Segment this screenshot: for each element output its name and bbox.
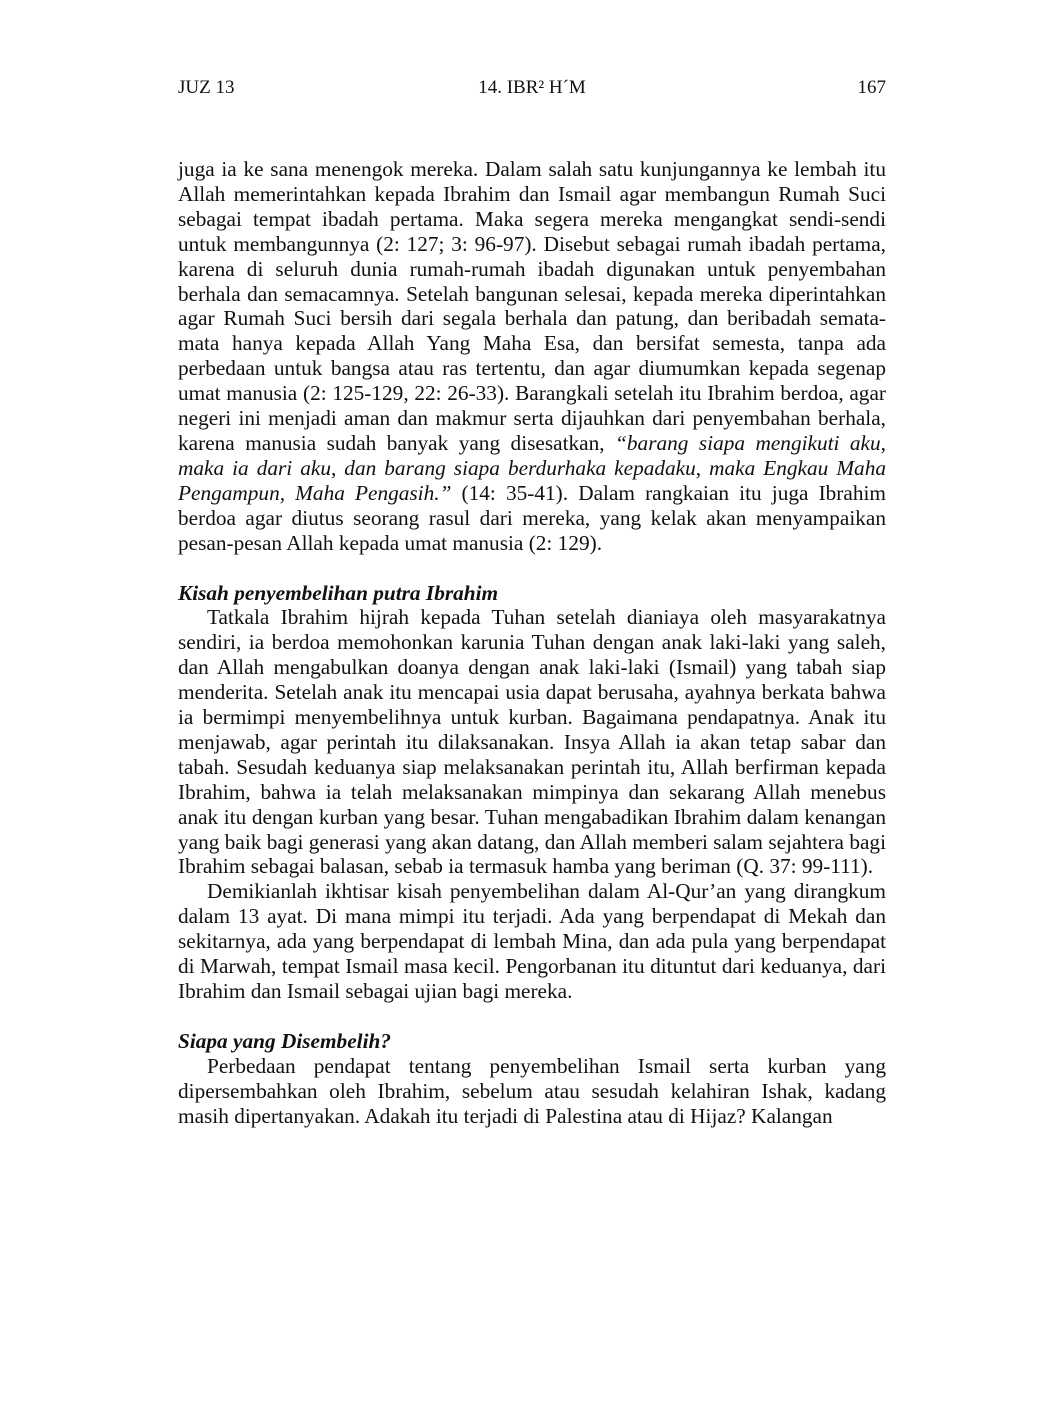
section-heading-siapa: Siapa yang Disembelih? bbox=[178, 1028, 391, 1053]
paragraph: Perbedaan pendapat tentang penyembelihan Ismail serta kurban yang dipersembahkan oleh Ibrahim, sebelum atau sesudah kelahiran Ishak, kadang masih dipertanyakan. Adakah itu terjadi di Palestina atau di Hijaz? Kalangan bbox=[178, 1053, 886, 1128]
paragraph-text-a: juga ia ke sana menengok mereka. Dalam salah satu kunjungannya ke lembah itu Allah memerintahkan kepada Ibrahim dan Ismail agar membangun Rumah Suci sebagai tempat ibadah pertama. Maka segera mereka mengangkat sendi-sendi untuk membangunnya (2: 127; 3: 96-97). Disebut sebagai rumah ibadah pertama, karena di seluruh dunia rumah-rumah ibadah digunakan untuk penyembahan berhala dan semacamnya. Setelah bangunan selesai, kepada mereka diperintahkan agar Rumah Suci bersih dari segala berhala dan patung, dan beribadah semata-mata hanya kepada Allah Yang Maha Esa, dan bersifat semesta, tanpa ada perbedaan untuk bangsa atau ras tertentu, dan agar diumumkan kepada segenap umat manusia (2: 125-129, 22: 26-33). Barangkali setelah itu Ibrahim berdoa, agar negeri ini menjadi aman dan makmur serta dijauhkan dari penyembahan berhala, karena manusia sudah banyak yang disesatkan, bbox=[178, 157, 886, 455]
header-chapter-title: 14. IBR² H´M bbox=[478, 77, 586, 98]
paragraph: Tatkala Ibrahim hijrah kepada Tuhan setelah dianiaya oleh masyarakatnya sendiri, ia berdoa memohonkan karunia Tuhan dengan anak laki-laki yang saleh, dan Allah mengabulkan doanya dengan anak laki-laki (Ismail) yang tabah siap menderita. Setelah anak itu mencapai usia dapat berusaha, ayahnya berkata bahwa ia bermimpi menyembelihnya untuk kurban. Bagaimana pendapatnya. Anak itu menjawab, agar perintah itu dilaksanakan. Insya Allah ia akan tetap sabar dan tabah. Sesudah keduanya siap melaksanakan perintah itu, Allah berfirman kepada Ibrahim, bahwa ia telah melaksanakan mimpinya dan sekarang Allah menebus anak itu dengan kurban yang besar. Tuhan mengabadikan Ibrahim dalam kenangan yang baik bagi generasi yang akan datang, dan Allah memberi salam sejahtera bagi Ibrahim sebagai balasan, sebab ia termasuk hamba yang beriman (Q. 37: 99-111). bbox=[178, 605, 886, 879]
doa-quote: “barang siapa mengikuti aku, maka ia dari aku, dan barang siapa berdurhaka kepadaku, maka Engkau Maha Pengampun, Maha Pengasih.” bbox=[178, 430, 886, 505]
paragraph-continued bbox=[178, 157, 886, 556]
book-page bbox=[178, 74, 886, 1129]
section-spacer bbox=[178, 556, 886, 581]
section-heading-kisah: Kisah penyembelihan putra Ibrahim bbox=[178, 580, 499, 605]
header-page-number: 167 bbox=[857, 77, 886, 98]
paragraph: Demikianlah ikhtisar kisah penyembelihan dalam Al-Qur’an yang dirangkum dalam 13 ayat. Di mana mimpi itu terjadi. Ada yang berpendapat di Mekah dan sekitarnya, ada yang berpendapat di lembah Mina, dan ada pula yang berpendapat di Marwah, tempat Ismail masa kecil. Pengorbanan itu dituntut dari keduanya, dari Ibrahim dan Ismail sebagai ujian bagi mereka. bbox=[178, 879, 886, 1003]
running-header bbox=[178, 74, 886, 102]
paragraph-text-b: (14: 35-41). Dalam rangkaian itu juga Ibrahim berdoa agar diutus seorang rasul dari mereka, yang kelak akan menyampaikan pesan-pesan Allah kepada umat manusia (2: 129). bbox=[178, 480, 886, 555]
header-juz: JUZ 13 bbox=[178, 77, 235, 98]
section-spacer bbox=[178, 1004, 886, 1029]
body-text bbox=[178, 157, 886, 1129]
